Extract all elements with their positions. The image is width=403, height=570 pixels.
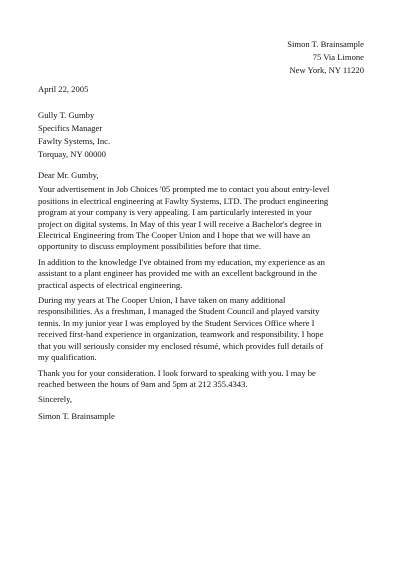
paragraph-line: positions in electrical engineering at Fawlty Systems, LTD. The product engineering [38,195,329,206]
letter-body [38,170,370,422]
paragraph-line: tennis. In my junior year I was employed by the Student Services Office where I [38,317,315,328]
sender-name: Simon T. Brainsample [287,39,364,49]
sender-street: 75 Via Limone [312,52,364,62]
recipient-company: Fawlty Systems, Inc. [38,136,111,146]
paragraph-line: In addition to the knowledge I've obtained from my education, my experience as an [38,256,325,267]
sender-city: New York, NY 11220 [289,65,364,75]
paragraph-2 [38,257,370,291]
sender-address-block [287,38,364,77]
paragraph-line: practical aspects of electrical engineering. [38,279,183,290]
salutation: Dear Mr. Gumby, [38,170,99,180]
paragraph-line: assistant to a plant engineer has provided me with an excellent background in the [38,268,317,279]
recipient-address-block [38,109,110,161]
paragraph-line: During my years at The Cooper Union, I have taken on many additional [38,295,286,306]
paragraph-line: program at your company is very appealing. I am particularly interested in your [38,207,312,218]
signature-name: Simon T. Brainsample [38,410,115,421]
paragraph-line: reached between the hours of 9am and 5pm at 212 355.4343. [38,378,248,389]
paragraph-3 [38,295,370,363]
closing: Sincerely, [38,394,73,405]
paragraph-1 [38,184,370,252]
recipient-name: Gully T. Gumby [38,110,95,120]
recipient-title: Specifics Manager [38,123,103,133]
paragraph-line: project on digital systems. In May of this year I will receive a Bachelor's degree in [38,218,322,229]
closing-block [38,394,370,422]
paragraph-line: Electrical Engineering from The Cooper Union and I hope that we will have an [38,230,311,241]
paragraph-line: that you will seriously consider my enclosed résumé, which provides full details of [38,340,324,351]
paragraph-line: received first-hand experience in organization, teamwork and responsibility. I hope [38,329,324,340]
recipient-city: Torquay, NY 00000 [38,149,106,159]
paragraph-line: my qualification. [38,352,97,363]
paragraph-4 [38,368,370,391]
paragraph-line: opportunity to discuss employment possibilities before that time. [38,241,261,252]
paragraph-line: Your advertisement in Job Choices '05 prompted me to contact you about entry-level [38,184,330,195]
paragraph-line: responsibilities. As a freshman, I managed the Student Council and played varsity [38,306,320,317]
letter-date: April 22, 2005 [38,84,89,94]
paragraph-line: Thank you for your consideration. I look forward to speaking with you. I may be [38,367,316,378]
